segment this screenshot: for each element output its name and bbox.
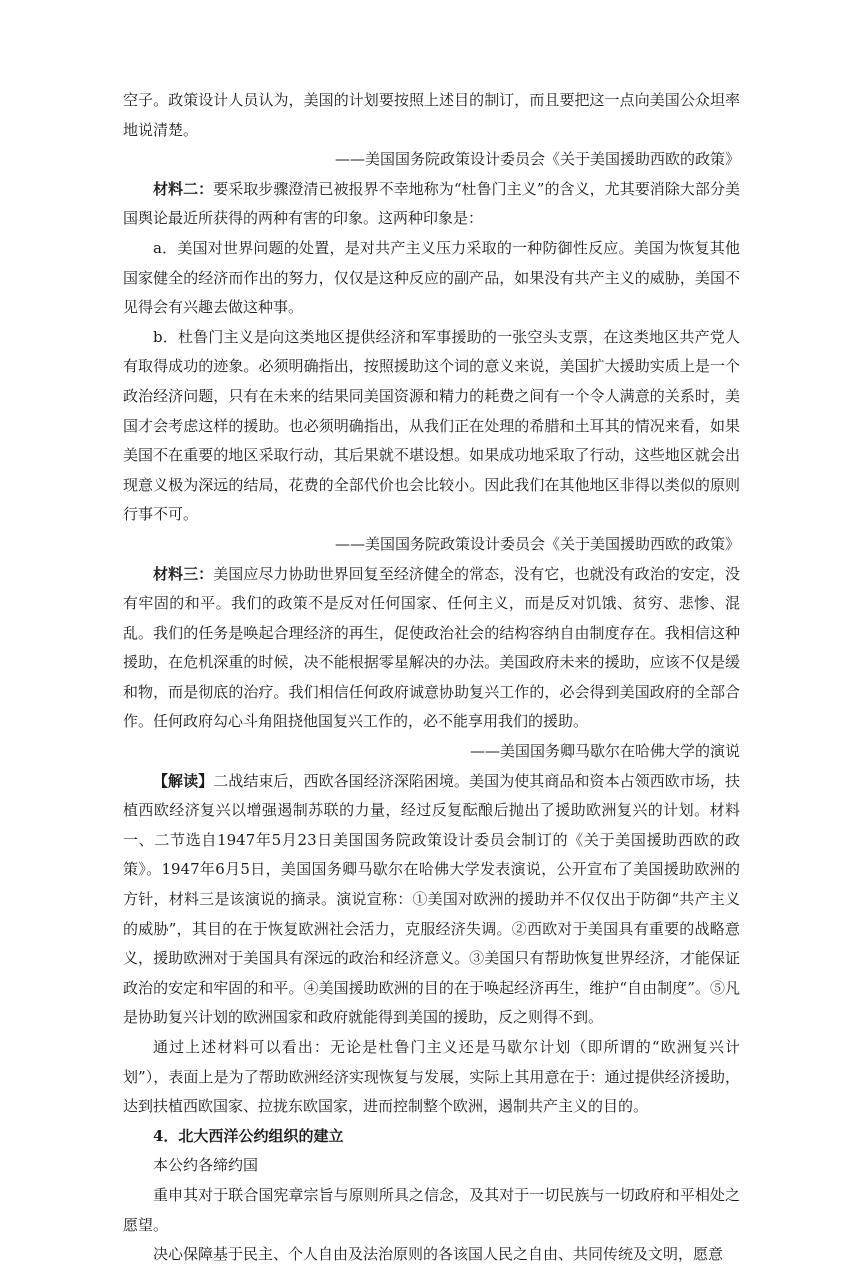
material-two-paragraph bbox=[123, 175, 740, 234]
interpretation-text: 二战结束后，西欧各国经济深陷困境。美国为使其商品和资本占领西欧市场，扶植西欧经济复兴以增强遏制苏联的力量，经过反复酝酿后抛出了援助欧洲复兴的计划。材料一、二节选自1947年5月23日美国国务院政策设计委员会制订的《关于美国援助西欧的政策》。1947年6月5日，美国国务卿马歇尔在哈佛大学发表演说，公开宣布了美国援助欧洲的方针，材料三是该演说的摘录。演说宣称：①美国对欧洲的援助并不仅仅出于防御“共产主义的威胁”，其目的在于恢复欧洲社会活力，克服经济失调。②西欧对于美国具有重要的战略意义，援助欧洲对于美国具有深远的政治和经济意义。③美国只有帮助恢复世界经济，才能保证政治的安定和牢固的和平。④美国援助欧洲的目的在于唤起经济再生，维护“自由制度”。⑤凡是协助复兴计划的欧洲国家和政府就能得到美国的援助，反之则得不到。 bbox=[123, 771, 740, 1027]
material-two-point-a: a．美国对世界问题的处置，是对共产主义压力采取的一种防御性反应。美国为恢复其他国家健全的经济而作出的努力，仅仅是这种反应的副产品，如果没有共产主义的威胁，美国不见得会有兴趣去做这种事。 bbox=[123, 238, 740, 317]
treaty-preamble-clause-1: 重申其对于联合国宪章宗旨与原则所具之信念，及其对于一切民族与一切政府和平相处之愿望。 bbox=[123, 1185, 740, 1234]
source-citation-2: ——美国国务院政策设计委员会《关于美国援助西欧的政策》 bbox=[334, 534, 740, 553]
material-three-text: 美国应尽力协助世界回复至经济健全的常态，没有它，也就没有政治的安定，没有牢固的和平。我们的政策不是反对任何国家、任何主义，而是反对饥饿、贫穷、悲惨、混乱。我们的任务是唤起合理经济的再生，促使政治社会的结构容纳自由制度存在。我相信这种援助，在危机深重的时候，决不能根据零星解决的办法。美国政府未来的援助，应该不仅是缓和物，而是彻底的治疗。我们相信任何政府诚意协助复兴工作的，必会得到美国政府的全部合作。任何政府勾心斗角阻挠他国复兴工作的，必不能享用我们的援助。 bbox=[123, 564, 740, 731]
material-two-point-b: b．杜鲁门主义是向这类地区提供经济和军事援助的一张空头支票，在这类地区共产党人有取得成功的迹象。必须明确指出，按照援助这个词的意义来说，美国扩大援助实质上是一个政治经济问题，只有在未来的结果同美国资源和精力的耗费之间有一个令人满意的关系时，美国才会考虑这样的援助。也必须明确指出，从我们正在处理的希腊和土耳其的情况来看，如果美国不在重要的地区采取行动，其后果就不堪设想。如果成功地采取了行动，这些地区就会出现意义极为深远的结局，花费的全部代价也会比较小。因此我们在其他地区非得以类似的原则行事不可。 bbox=[123, 327, 740, 524]
material-three-paragraph bbox=[123, 560, 740, 738]
document-body bbox=[123, 86, 740, 1270]
material-two-text: 要采取步骤澄清已被报界不幸地称为“杜鲁门主义”的含义，尤其要消除大部分美国舆论最近所获得的两种有害的印象。这两种印象是： bbox=[123, 179, 740, 228]
section-heading-nato: 4．北大西洋公约组织的建立 bbox=[153, 1126, 344, 1145]
paragraph-continuation: 空子。政策设计人员认为，美国的计划要按照上述目的制订，而且要把这一点向美国公众坦率地说清楚。 bbox=[123, 91, 740, 139]
source-citation-1: ——美国国务院政策设计委员会《关于美国援助西欧的政策》 bbox=[334, 150, 740, 169]
summary-paragraph: 通过上述材料可以看出：无论是杜鲁门主义还是马歇尔计划（即所谓的“欧洲复兴计划”），表面上是为了帮助欧洲经济实现恢复与发展，实际上其用意在于：通过提供经济援助，达到扶植西欧国家、拉拢东欧国家，进而控制整个欧洲，遏制共产主义的目的。 bbox=[123, 1038, 740, 1116]
interpretation-paragraph bbox=[123, 767, 740, 1033]
material-three-label: 材料三： bbox=[153, 564, 214, 583]
material-two-label: 材料二： bbox=[153, 179, 214, 198]
interpretation-label: 【解读】 bbox=[153, 771, 214, 790]
treaty-preamble-clause-2: 决心保障基于民主、个人自由及法治原则的各该国人民之自由、共同传统及文明，愿意 bbox=[153, 1245, 724, 1264]
source-citation-3: ——美国国务卿马歇尔在哈佛大学的演说 bbox=[469, 742, 740, 761]
treaty-preamble-opening: 本公约各缔约国 bbox=[153, 1156, 259, 1175]
